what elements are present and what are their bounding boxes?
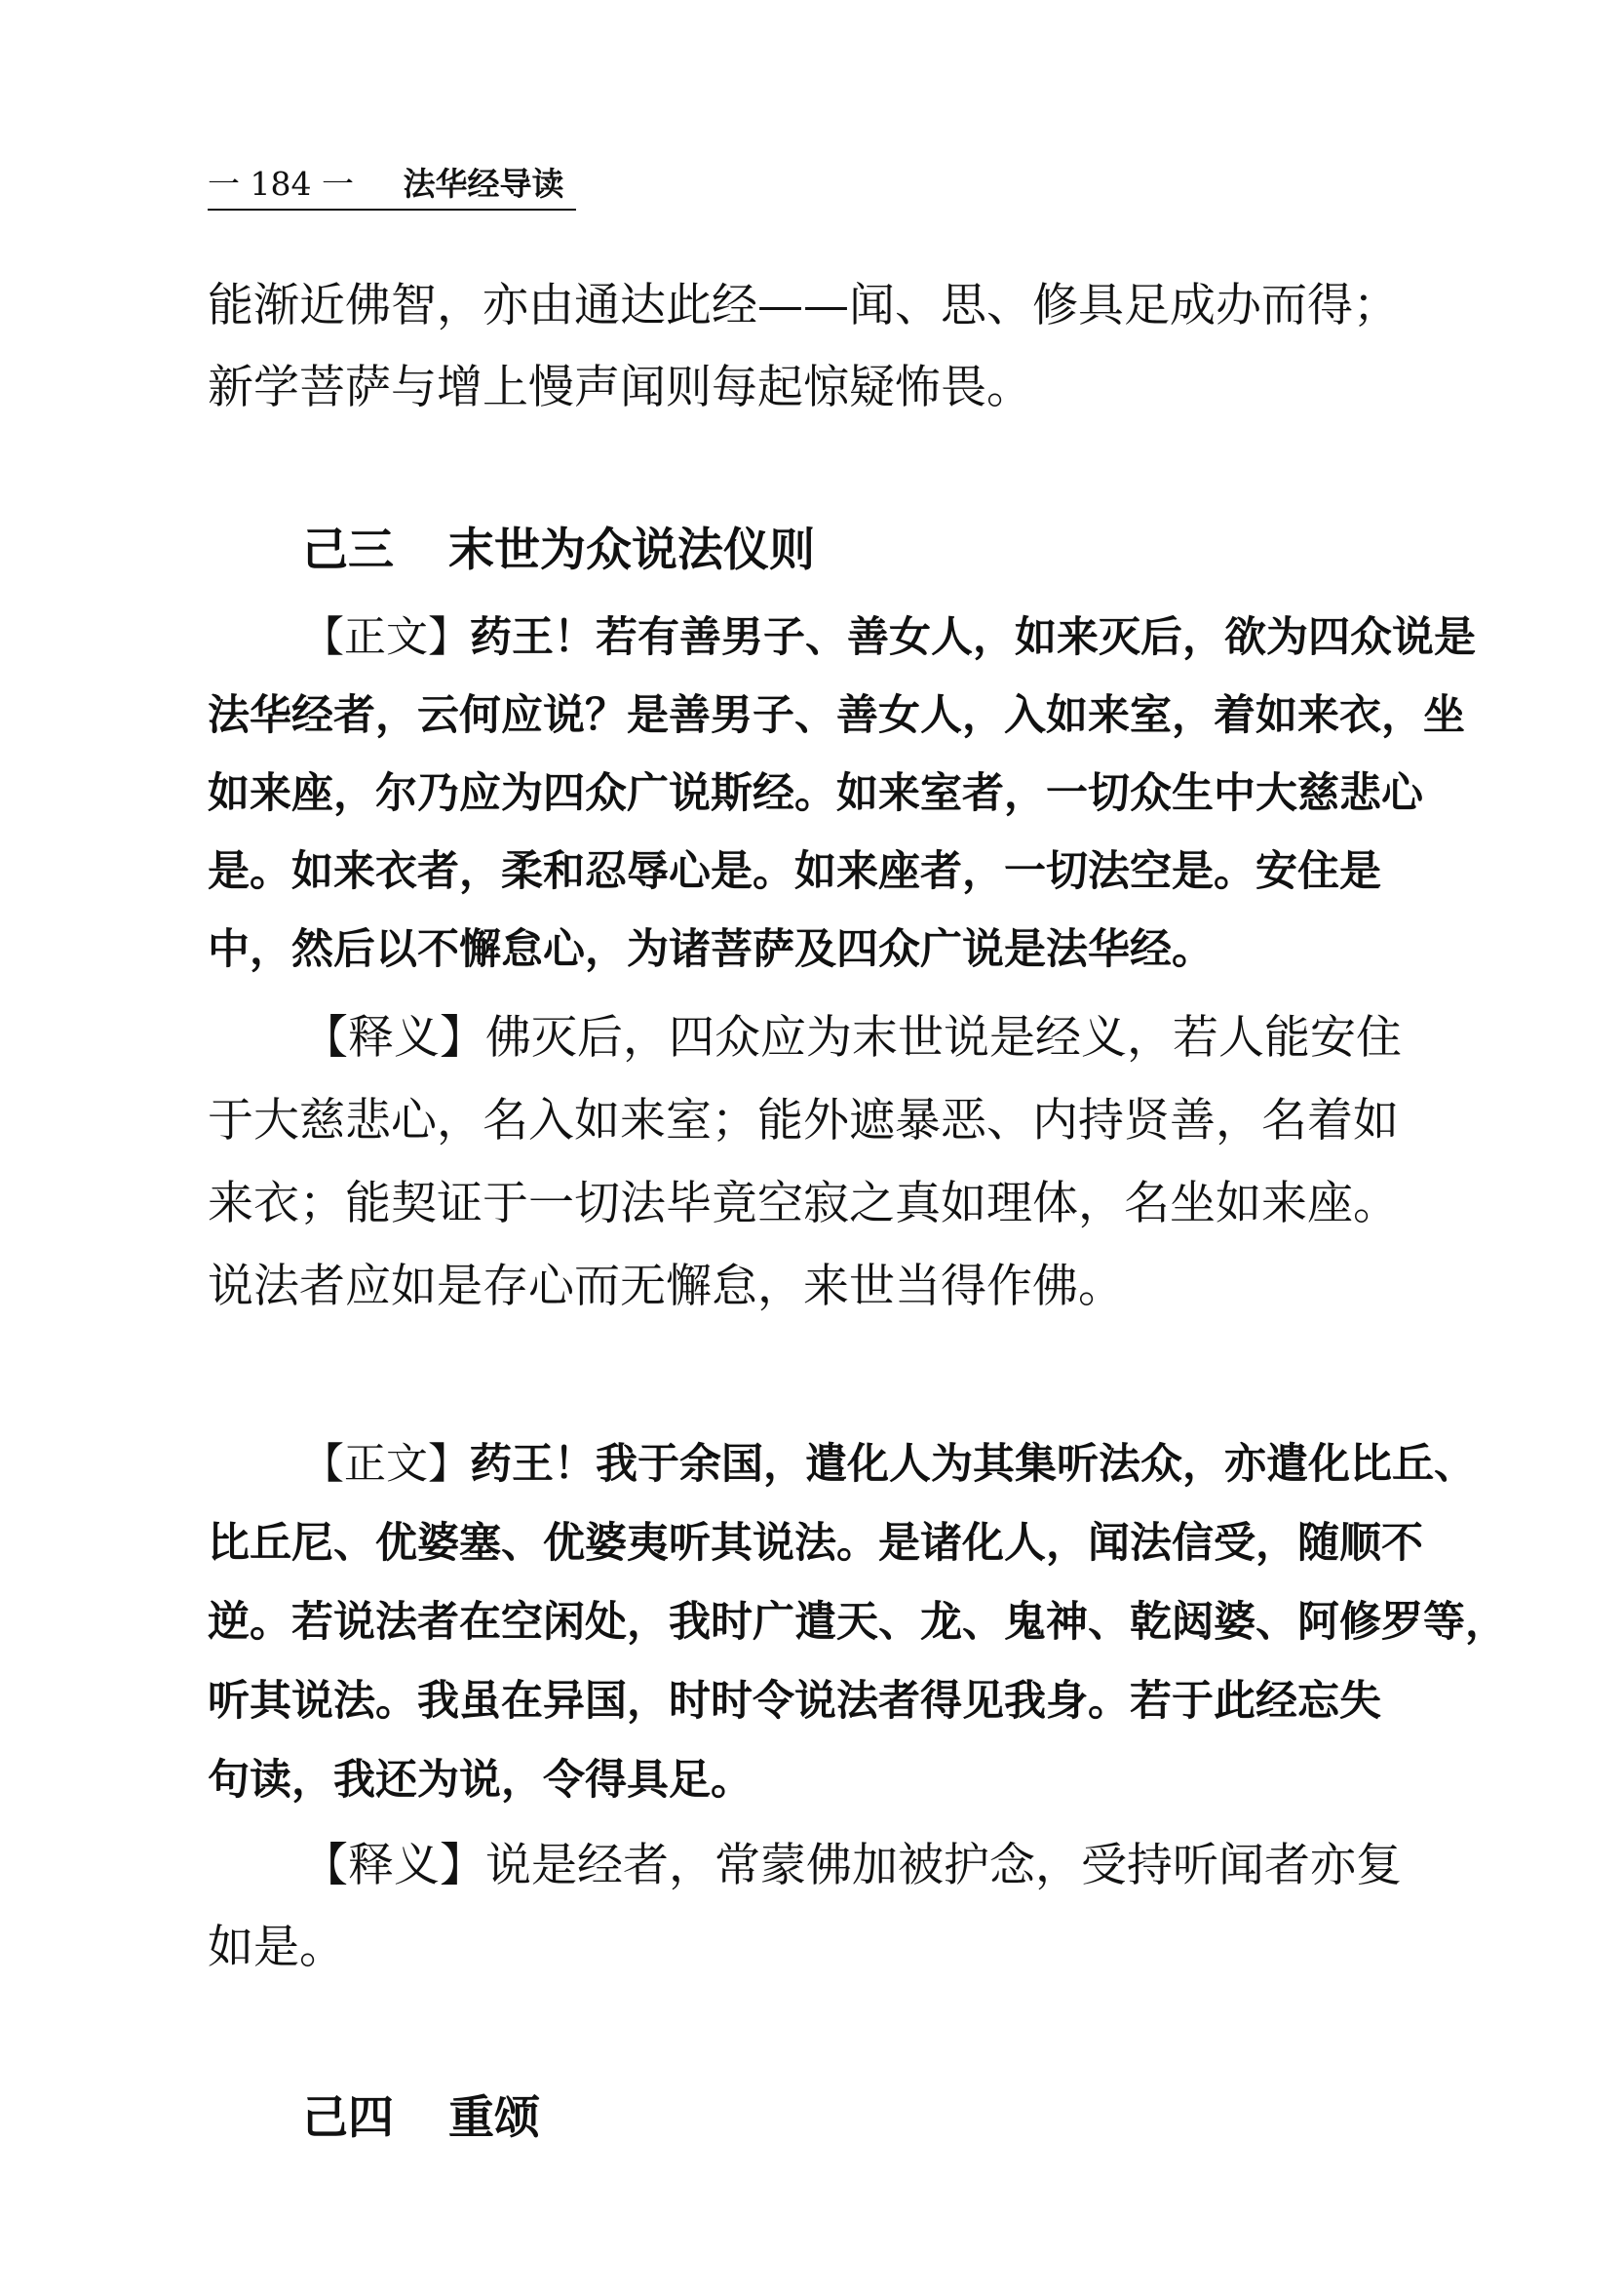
text-line: 【释义】说是经者，常蒙佛加被护念，受持听闻者亦复 <box>302 1839 1402 1892</box>
text-line: 来衣；能契证于一切法毕竟空寂之真如理体，名坐如来座。 <box>208 1177 1399 1230</box>
passage-label: 【正文】 <box>302 613 470 662</box>
text-line: 【释义】佛灭后，四众应为末世说是经义，若人能安住 <box>302 1011 1402 1065</box>
commentary-label: 【释义】 <box>302 1011 485 1065</box>
page-number: 一 184 一 <box>208 165 354 203</box>
passage-label: 【正文】 <box>302 1440 470 1489</box>
commentary-paragraph <box>208 1825 1412 1989</box>
text-line: 中，然后以不懈怠心，为诸菩萨及四众广说是法华经。 <box>208 925 1214 974</box>
section-number: 己三 <box>302 524 394 577</box>
text-line: 法华经者，云何应说？是善男子、善女人，入如来室，着如来衣，坐 <box>208 691 1465 740</box>
text-line: 新学菩萨与增上慢声闻则每起惊疑怖畏。 <box>208 361 1032 414</box>
section-number: 己四 <box>302 2091 394 2145</box>
text-line: 听其说法。我虽在异国，时时令说法者得见我身。若于此经忘失 <box>208 1677 1381 1726</box>
commentary-paragraph <box>208 996 1412 1328</box>
section-heading <box>302 2084 540 2153</box>
text-line: 句读，我还为说，令得具足。 <box>208 1756 753 1805</box>
section-title: 重颂 <box>448 2091 540 2145</box>
text-line: 【正文】药王！我于余国，遣化人为其集听法众，亦遣化比丘、 <box>302 1440 1476 1489</box>
book-title: 法华经导读 <box>403 165 564 203</box>
scripture-passage <box>208 1425 1507 1820</box>
scripture-passage <box>208 599 1476 989</box>
commentary-label: 【释义】 <box>302 1839 485 1892</box>
continuation-paragraph <box>208 265 1412 429</box>
running-header <box>208 160 576 211</box>
section-title: 末世为众说法仪则 <box>448 524 815 577</box>
section-heading <box>302 517 815 585</box>
text-line: 说法者应如是存心而无懈怠，来世当得作佛。 <box>208 1260 1124 1313</box>
text-line: 【正文】药王！若有善男子、善女人，如来灭后，欲为四众说是 <box>302 613 1476 662</box>
text-line: 是。如来衣者，柔和忍辱心是。如来座者，一切法空是。安住是 <box>208 847 1381 896</box>
text-line: 逆。若说法者在空闲处，我时广遣天、龙、鬼神、乾闼婆、阿修罗等， <box>208 1598 1507 1647</box>
text-line: 比丘尼、优婆塞、优婆夷听其说法。是诸化人，闻法信受，随顺不 <box>208 1519 1423 1568</box>
text-line: 于大慈悲心，名入如来室；能外遮暴恶、内持贤善，名着如 <box>208 1094 1399 1148</box>
text-line: 如是。 <box>208 1921 345 1974</box>
text-line: 如来座，尔乃应为四众广说斯经。如来室者，一切众生中大慈悲心 <box>208 769 1423 818</box>
text-line: 能渐近佛智，亦由通达此经——闻、思、修具足成办而得； <box>208 279 1399 332</box>
